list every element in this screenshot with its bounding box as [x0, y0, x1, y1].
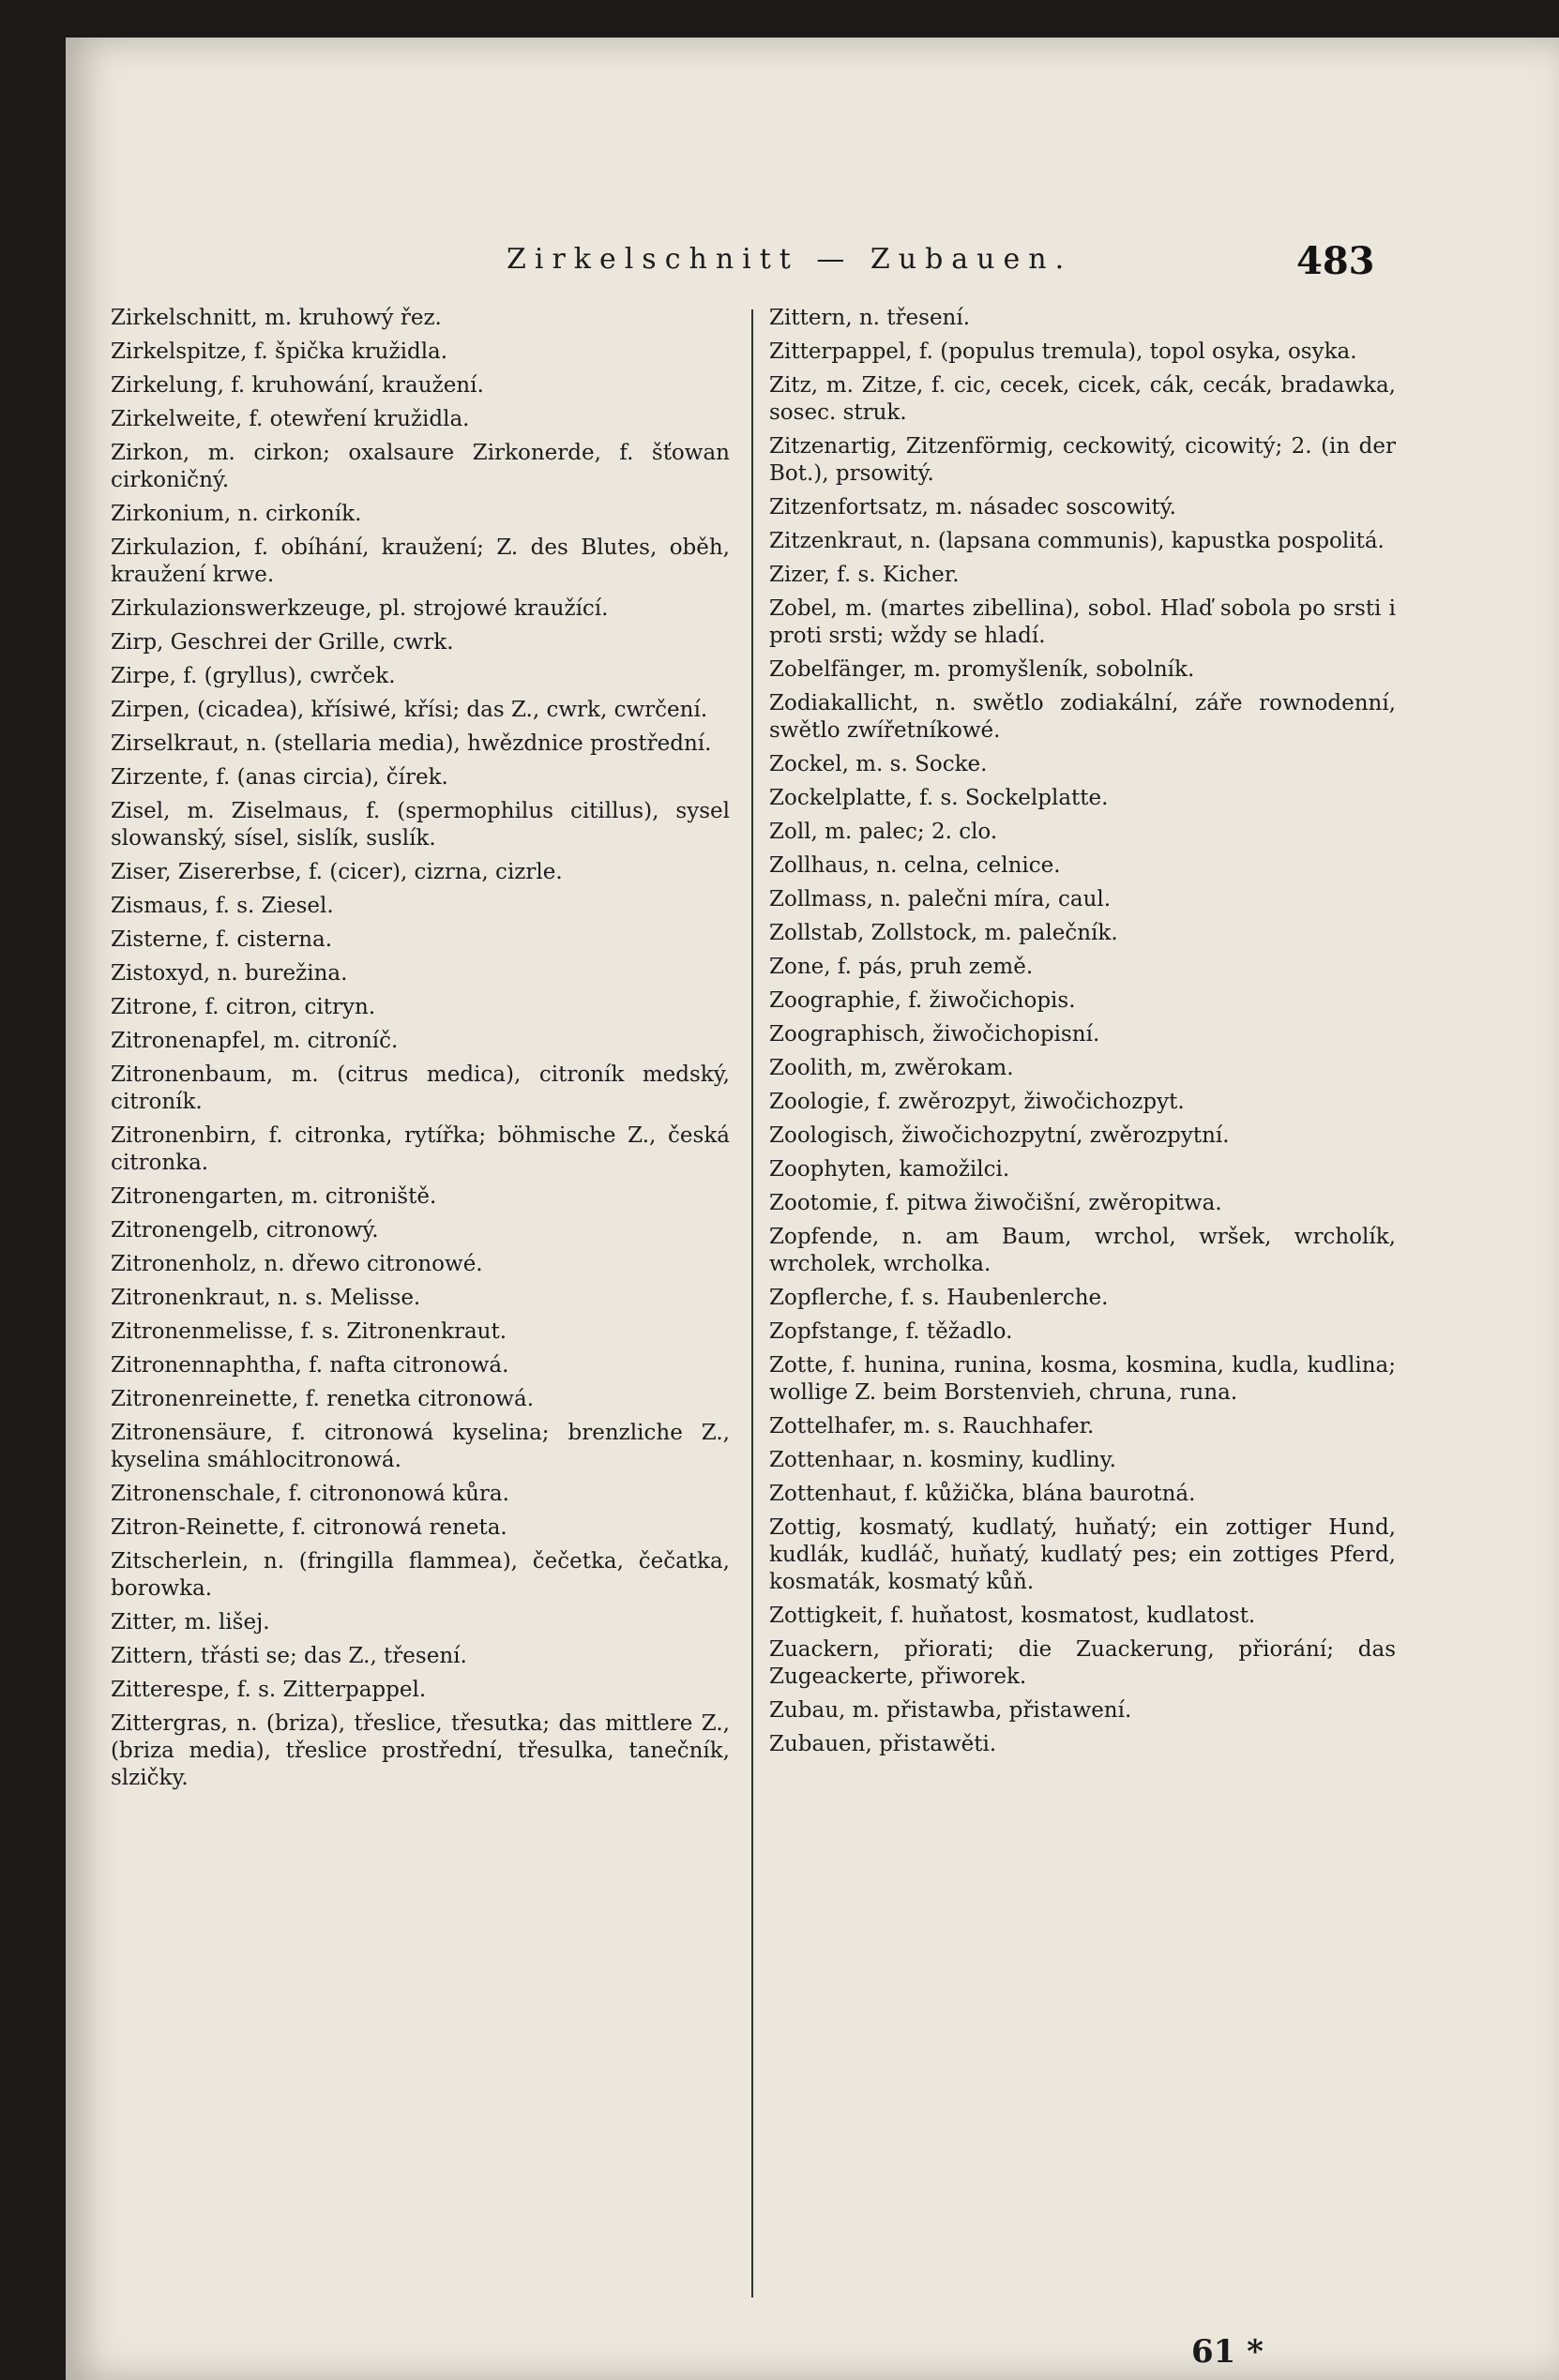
- dictionary-entry: Zittergras, n. (briza), třeslice, třesutka; das mittlere Z., (briza media), třeslice prostřední, třesulka, tanečník, slzičky.: [111, 1711, 730, 1790]
- dictionary-entry: Zismaus, f. s. Ziesel.: [111, 894, 334, 918]
- dictionary-entry: Zitter, m. lišej.: [111, 1610, 270, 1634]
- dictionary-entry: Zitronenmelisse, f. s. Zitronenkraut.: [111, 1319, 507, 1344]
- dictionary-entry: Zottelhafer, m. s. Rauchhafer.: [769, 1414, 1095, 1439]
- dictionary-entry: Zollhaus, n. celna, celnice.: [769, 853, 1061, 878]
- dictionary-entry: Zitz, m. Zitze, f. cic, cecek, cicek, cák, cecák, bradawka, sosec. struk.: [769, 373, 1396, 425]
- dictionary-entry: Zittern, n. třesení.: [769, 306, 971, 330]
- dictionary-entry: Zirpen, (cicadea), křísiwé, křísi; das Z., cwrk, cwrčení.: [111, 698, 708, 722]
- dictionary-entry: Zitzenkraut, n. (lapsana communis), kapustka pospolitá.: [769, 529, 1385, 553]
- dictionary-entry: Ziser, Zisererbse, f. (cicer), cizrna, cizrle.: [111, 860, 563, 884]
- dictionary-entry: Zirpe, f. (gryllus), cwrček.: [111, 664, 396, 688]
- dictionary-entry: Zottenhaut, f. kůžička, blána baurotná.: [769, 1482, 1196, 1506]
- dictionary-entry: Zitzenfortsatz, m. násadec soscowitý.: [769, 495, 1176, 520]
- dictionary-entry: Zirkon, m. cirkon; oxalsaure Zirkonerde, f. šťowan cirkoničný.: [111, 441, 730, 492]
- dictionary-entry: Zubauen, přistawěti.: [769, 1732, 997, 1756]
- dictionary-entry: Zuackern, přiorati; die Zuackerung, přiorání; das Zugeackerte, přiworek.: [769, 1637, 1396, 1689]
- dictionary-entry: Zitterpappel, f. (populus tremula), topol osyka, osyka.: [769, 339, 1357, 364]
- dictionary-entry: Zollstab, Zollstock, m. palečník.: [769, 921, 1118, 945]
- book-gutter: [0, 0, 66, 2380]
- dictionary-entry: Zitronengelb, citronowý.: [111, 1218, 379, 1243]
- dictionary-entry: Zoologie, f. zwěrozpyt, žiwočichozpyt.: [769, 1090, 1185, 1114]
- page-header: [66, 239, 1559, 295]
- dictionary-entry: Zirkelung, f. kruhowání, kraužení.: [111, 373, 484, 398]
- dictionary-entry: Zitron-Reinette, f. citronowá reneta.: [111, 1515, 507, 1540]
- left-column: [111, 305, 730, 1799]
- dictionary-entry: Zitronenschale, f. citrononowá kůra.: [111, 1482, 509, 1506]
- dictionary-entry: Zitronenreinette, f. renetka citronowá.: [111, 1387, 535, 1411]
- dictionary-entry: Zitronenholz, n. dřewo citronowé.: [111, 1252, 483, 1276]
- dictionary-entry: Zitronenapfel, m. citroníč.: [111, 1029, 399, 1053]
- dictionary-entry: Zottig, kosmatý, kudlatý, huňatý; ein zottiger Hund, kudlák, kudláč, huňatý, kudlatý pes; ein zottiges Pferd, kosmaták, kosmatý kůň.: [769, 1515, 1396, 1594]
- dictionary-entry: Zopfende, n. am Baum, wrchol, wršek, wrcholík, wrcholek, wrcholka.: [769, 1225, 1396, 1276]
- dictionary-entry: Zistoxyd, n. burežina.: [111, 961, 348, 986]
- dictionary-entry: Zoolith, m, zwěrokam.: [769, 1056, 1014, 1080]
- dictionary-entry: Zoll, m. palec; 2. clo.: [769, 820, 998, 844]
- dictionary-entry: Zockelplatte, f. s. Sockelplatte.: [769, 786, 1109, 810]
- dictionary-entry: Zottigkeit, f. huňatost, kosmatost, kudlatost.: [769, 1604, 1256, 1628]
- dictionary-entry: Zootomie, f. pitwa žiwočišní, zwěropitwa.: [769, 1191, 1222, 1215]
- dictionary-entry: Zisterne, f. cisterna.: [111, 927, 333, 952]
- dictionary-entry: Zoophyten, kamožilci.: [769, 1157, 1010, 1182]
- dictionary-entry: Zitronenbirn, f. citronka, rytířka; böhmische Z., česká citronka.: [111, 1123, 730, 1175]
- dictionary-entry: Zisel, m. Ziselmaus, f. (spermophilus citillus), sysel slowanský, sísel, sislík, suslík.: [111, 799, 730, 851]
- dictionary-entry: Zitronenbaum, m. (citrus medica), citroník medský, citroník.: [111, 1062, 730, 1114]
- dictionary-page: [66, 38, 1559, 2380]
- dictionary-entry: Zirp, Geschrei der Grille, cwrk.: [111, 630, 454, 655]
- dictionary-entry: Zobel, m. (martes zibellina), sobol. Hlaď sobola po srsti i proti srsti; wždy se hladí.: [769, 596, 1396, 648]
- right-column: [769, 305, 1396, 1765]
- dictionary-entry: Zitzenartig, Zitzenförmig, ceckowitý, cicowitý; 2. (in der Bot.), prsowitý.: [769, 434, 1396, 486]
- dictionary-entry: Zopfstange, f. těžadlo.: [769, 1319, 1013, 1344]
- dictionary-entry: Zoographie, f. žiwočichopis.: [769, 988, 1076, 1013]
- dictionary-entry: Zizer, f. s. Kicher.: [769, 563, 960, 587]
- column-divider: [751, 309, 753, 2297]
- dictionary-entry: Zitronenkraut, n. s. Melisse.: [111, 1286, 421, 1310]
- signature-mark: 61 *: [1191, 2333, 1264, 2371]
- dictionary-entry: Zitronennaphtha, f. nafta citronowá.: [111, 1353, 509, 1378]
- dictionary-entry: Zirkelweite, f. otewření kružidla.: [111, 407, 470, 431]
- dictionary-entry: Zirzente, f. (anas circia), čírek.: [111, 765, 448, 790]
- dictionary-entry: Zitronensäure, f. citronowá kyselina; brenzliche Z., kyselina smáhlocitronowá.: [111, 1421, 730, 1472]
- dictionary-entry: Zirkonium, n. cirkoník.: [111, 502, 362, 526]
- dictionary-entry: Zopflerche, f. s. Haubenlerche.: [769, 1286, 1109, 1310]
- dictionary-entry: Zoologisch, žiwočichozpytní, zwěrozpytní.: [769, 1123, 1230, 1148]
- dictionary-entry: Zobelfänger, m. promyšleník, sobolník.: [769, 657, 1195, 682]
- dictionary-entry: Zitrone, f. citron, citryn.: [111, 995, 376, 1019]
- dictionary-entry: Zitterespe, f. s. Zitterpappel.: [111, 1678, 427, 1702]
- dictionary-entry: Zitscherlein, n. (fringilla flammea), čečetka, čečatka, borowka.: [111, 1549, 730, 1601]
- dictionary-entry: Zirkelschnitt, m. kruhowý řez.: [111, 306, 442, 330]
- dictionary-entry: Zubau, m. přistawba, přistawení.: [769, 1698, 1132, 1723]
- dictionary-entry: Zotte, f. hunina, runina, kosma, kosmina, kudla, kudlina; wollige Z. beim Borstenvieh, chruna, runa.: [769, 1353, 1396, 1405]
- dictionary-entry: Zirkulazionswerkzeuge, pl. strojowé kraužící.: [111, 596, 609, 621]
- dictionary-entry: Zirkelspitze, f. špička kružidla.: [111, 339, 448, 364]
- dictionary-entry: Zockel, m. s. Socke.: [769, 752, 988, 776]
- dictionary-entry: Zodiakallicht, n. swětlo zodiakální, záře rownodenní, swětlo zwířetníkowé.: [769, 691, 1396, 743]
- dictionary-entry: Zirselkraut, n. (stellaria media), hwězdnice prostřední.: [111, 731, 712, 756]
- dictionary-entry: Zoographisch, žiwočichopisní.: [769, 1022, 1100, 1047]
- dictionary-entry: Zirkulazion, f. obíhání, kraužení; Z. des Blutes, oběh, kraužení krwe.: [111, 535, 730, 587]
- page-number: 483: [1296, 239, 1375, 283]
- dictionary-entry: Zittern, třásti se; das Z., třesení.: [111, 1644, 467, 1668]
- dictionary-entry: Zone, f. pás, pruh země.: [769, 955, 1034, 979]
- dictionary-entry: Zollmass, n. palečni míra, caul.: [769, 887, 1112, 911]
- dictionary-entry: Zottenhaar, n. kosminy, kudliny.: [769, 1448, 1116, 1472]
- dictionary-entry: Zitronengarten, m. citroniště.: [111, 1184, 437, 1209]
- running-head: Zirkelschnitt — Zubauen.: [507, 243, 1073, 276]
